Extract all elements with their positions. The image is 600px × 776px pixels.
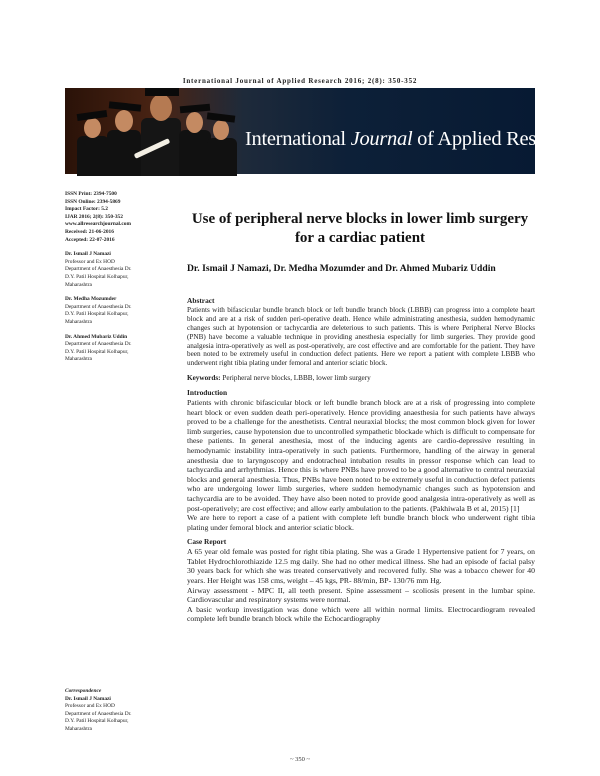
issn-online: ISSN Online: 2394-5869 — [65, 198, 121, 205]
received-date: Received: 21-06-2016 — [65, 228, 114, 235]
author-affiliation: Dr. Medha Mozumder Department of Anaesthesia Dr. D.Y. Patil Hospital Kolhapur, Maharashtra — [65, 296, 132, 325]
accepted-date: Accepted: 22-07-2016 — [65, 236, 115, 243]
banner-title: International Journal of Applied Research — [245, 128, 579, 150]
case-report-paragraph: A 65 year old female was posted for right tibia plating. She was a Grade 1 Hypertensive patient for 7 years, on Tablet Hydrochlorothiazide 12.5 mg daily. She had no other medical illness. She had an episode of facial palsy 30 years back for which she was treated conservatively and recovered fully. She was a tobacco chewer for 40 years. Her Height was 158 cms, weight – 45 kgs, PR- 88/min, BP- 130/76 mm Hg. — [187, 547, 535, 586]
author-affiliation: Dr. Ahmed Mubariz Uddin Department of Anaesthesia Dr. D.Y. Patil Hospital Kolhapur, Maharashtra — [65, 333, 132, 363]
keywords — [187, 374, 535, 383]
journal-banner — [65, 88, 579, 174]
article-authors: Dr. Ismail J Namazi, Dr. Medha Mozumder and Dr. Ahmed Mubariz Uddin — [187, 263, 496, 274]
case-report-paragraph: Airway assessment - MPC II, all teeth present. Spine assessment – scoliosis present in the lumbar spine. Cardiovascular and respiratory systems were normal. — [187, 585, 535, 605]
introduction-paragraph: Patients with chronic bifascicular block or left bundle branch block are at a risk of progressing into complete heart block or even sudden death peri-operatively. Hence providing anaesthesia for such patients have always proved to be a challenge for the anesthetists. Central neuraxial blocks; the most common block given for lower limb surgeries, cause hypotension due to uncontrolled sympathetic blockade which is difficult to compensate for these patients. In general anesthesia, most of the inducing agents are cardio-depressive resulting in hemodynamic instability intra-operatively in such patients. Furthermore, handling of the airway in general anesthesia due to laryngoscopy and endotracheal intubation results in pressor response which can lead to tachycardia and arrhythmias. Hence this is where PNBs have proved to be a good alternative to central neuraxial blocks and general anesthesia. Thus, PNBs have been noted to be extremely useful in conduction defect patients who are undergoing lower limb surgeries, where sudden hemodynamic changes such as hypotension and tachycardia are to be avoided. They have also been noted to provide good analgesia intra-operatively as well as post-operatively; are cost effective; and allow early ambulation to the patients. (Pakhiwala B et al, 2015) [1] — [187, 398, 535, 513]
abstract-text: Patients with bifascicular bundle branch block or left bundle branch block (LBBB) can progress into a complete heart block and are at a risk of sudden peri-operative death. Hence while administrating anesthesia, sudden hemodynamic changes such at hypotension or tachycardia are deleterious to such patients. This is where Peripheral Nerve Blocks (PNB) have become a valuable technique in providing anesthesia especially for limb surgeries. They provide good analgesia intra-operatively as well as post-operatively, are cost effective and are comfortable for the patient. They have been noted to be extremely useful in conduction defect patients. Here we report a patient with complete LBBB who underwent right tibia plating under femoral and anterior sciatic block. — [187, 305, 535, 368]
correspondence-name: Dr. Ismail J Namazi — [65, 695, 111, 702]
article-body — [187, 297, 535, 624]
issn-print: ISSN Print: 2394-7500 — [65, 191, 117, 197]
keywords-label: Keywords: — [187, 374, 221, 383]
introduction-heading: Introduction — [187, 388, 228, 398]
article-metadata-column — [65, 191, 177, 364]
publication-metadata — [65, 191, 177, 244]
page-number: ~ 350 ~ — [289, 756, 311, 763]
article-title: Use of peripheral nerve blocks in lower limb surgery for a cardiac patient — [191, 211, 529, 246]
case-report-heading: Case Report — [187, 537, 227, 547]
correspondence-label: Correspondence — [65, 688, 102, 694]
impact-factor: Impact Factor: 5.2 — [65, 206, 108, 213]
journal-website: www.allresearchjournal.com — [65, 221, 131, 228]
abstract-heading: Abstract — [187, 296, 215, 305]
author-affiliation: Dr. Ismail J Namazi Professor and Ex HOD Department of Anaesthesia Dr. D.Y. Patil Hospital Kolhapur, Maharashtra — [65, 251, 132, 288]
journal-running-header: International Journal of Applied Research 2016; 2(8): 350-352 — [182, 77, 418, 85]
volume-issue: IJAR 2016; 2(8): 350-352 — [65, 213, 123, 220]
keywords-text: Peripheral nerve blocks, LBBB, lower limb surgery — [220, 374, 371, 383]
introduction-paragraph: We are here to report a case of a patient with complete left bundle branch block who underwent right tibia plating under femoral block and anterior sciatic block. — [187, 513, 535, 532]
case-report-paragraph: A basic workup investigation was done which were all within normal limits. Electrocardiogram revealed complete left bundle branch block while the Echocardiography — [187, 604, 535, 624]
graduates-photo — [73, 88, 238, 174]
correspondence-block: Correspondence Dr. Ismail J Namazi Professor and Ex HOD Department of Anaesthesia Dr. D.Y. Patil Hospital Kolhapur, Maharashtra — [65, 688, 177, 734]
